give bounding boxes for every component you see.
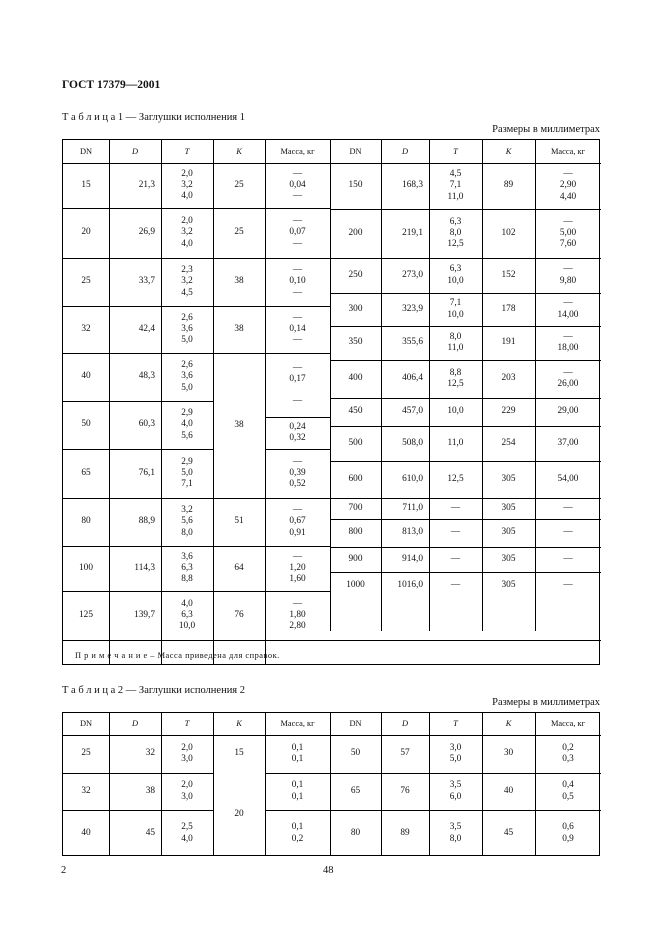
table-cell-d: 406,4 <box>402 373 423 384</box>
table-cell-k: 191 <box>501 337 516 348</box>
table-cell-mass: — <box>563 553 573 564</box>
table-cell-k: 20 <box>234 809 244 820</box>
table-cell-d: 88,9 <box>138 516 155 527</box>
table-cell-dn: 250 <box>348 269 363 280</box>
table2-col-header: T <box>184 719 190 729</box>
table1-units: Размеры в миллиметрах <box>492 124 600 135</box>
table-cell-mass: — 0,14 — <box>289 312 306 346</box>
table-cell-dn: 300 <box>348 303 363 314</box>
table-cell-t: 7,1 10,0 <box>447 298 464 320</box>
table-cell-mass: — <box>563 580 573 591</box>
table2-col-header: Масса, кг <box>280 719 315 729</box>
table-cell-t: — <box>450 580 461 591</box>
table-cell-dn: 65 <box>350 785 361 796</box>
table2-col-header: D <box>401 719 409 729</box>
table-cell-mass: — 1,80 2,80 <box>289 598 306 632</box>
table-cell-mass: 0,1 0,2 <box>291 822 304 844</box>
table-cell-dn: 40 <box>81 371 91 382</box>
table-cell-t: 3,5 6,0 <box>449 780 462 802</box>
table2-col-header: Масса, кг <box>550 719 586 729</box>
table-cell-mass: 0,6 0,9 <box>562 822 574 844</box>
table-cell-k: 305 <box>501 473 516 484</box>
table-cell-dn: 800 <box>348 527 363 538</box>
table-cell-k: 38 <box>234 323 244 334</box>
table-cell-k: 89 <box>503 180 514 191</box>
table-cell-d: 168,3 <box>402 180 423 191</box>
table-cell-mass: — 0,04 — <box>289 168 306 202</box>
table1-col-header: Масса, кг <box>280 146 315 156</box>
table-cell-mass: — <box>563 502 573 513</box>
table-cell-dn: 80 <box>81 516 91 527</box>
doc-code: ГОСТ 17379—2001 <box>62 79 161 91</box>
table-cell-k: 102 <box>501 227 516 238</box>
table-cell-t: 6,3 10,0 <box>447 264 464 286</box>
table-cell-t: — <box>450 553 461 564</box>
table-cell-mass: — 1,20 1,60 <box>289 551 306 585</box>
table1-col-header: DN <box>349 146 362 156</box>
table-cell-mass: — <box>563 527 573 538</box>
table1-col-header: Масса, кг <box>550 146 586 156</box>
table1-col-header: T <box>453 146 458 156</box>
table-cell-t: 2,0 3,2 4,0 <box>181 216 193 249</box>
table-cell-k: 305 <box>501 580 516 591</box>
table-cell-d: 57 <box>400 748 410 759</box>
table-cell-k: 40 <box>503 785 514 796</box>
table1 <box>62 139 600 665</box>
table2 <box>62 712 600 856</box>
table-cell-dn: 400 <box>348 373 363 384</box>
table-cell-k: 178 <box>501 303 516 314</box>
table2-caption: Т а б л и ц а 2 — Заглушки исполнения 2 <box>62 685 246 696</box>
table-cell-mass: — 18,00 <box>557 331 579 353</box>
table-cell-t: 6,3 8,0 12,5 <box>447 216 464 250</box>
table1-caption: Т а б л и ц а 1 — Заглушки исполнения 1 <box>62 112 246 123</box>
table-cell-mass: — 9,80 <box>559 264 577 286</box>
table-cell-dn: 450 <box>348 406 363 417</box>
table-cell-t: 8,8 12,5 <box>447 367 464 389</box>
table-cell-dn: 900 <box>348 553 363 564</box>
table-cell-dn: 32 <box>81 785 91 796</box>
table-cell-t: 4,5 7,1 11,0 <box>447 169 464 202</box>
table2-col-header: DN <box>349 719 362 729</box>
table-cell-d: 139,7 <box>134 609 155 620</box>
table-cell-d: 45 <box>145 827 155 838</box>
table-cell-t: 4,0 6,3 10,0 <box>178 598 196 632</box>
table-cell-d: 76 <box>400 785 410 796</box>
table-cell-d: 38 <box>145 785 155 796</box>
table-cell-d: 114,3 <box>134 562 155 573</box>
table-cell-mass: — 0,17 — <box>289 362 306 407</box>
table1-col-header: DN <box>79 146 93 156</box>
table-cell-d: 26,9 <box>138 227 155 238</box>
table-cell-d: 21,3 <box>138 179 155 190</box>
table-cell-t: 3,6 6,3 8,8 <box>181 551 193 585</box>
table-cell-d: 219,1 <box>402 227 423 238</box>
table2-col-header: T <box>453 719 458 729</box>
table2-units: Размеры в миллиметрах <box>492 697 600 708</box>
table-cell-t: 2,5 4,0 <box>181 822 193 844</box>
table-cell-mass: — 2,90 4,40 <box>559 169 577 202</box>
table-cell-mass: 0,1 0,1 <box>291 742 304 764</box>
table-cell-k: 25 <box>234 179 244 190</box>
table-cell-dn: 100 <box>79 562 93 573</box>
table-cell-mass: — 26,00 <box>557 367 579 389</box>
table-cell-k: 38 <box>234 276 244 287</box>
table-cell-d: 48,3 <box>138 371 155 382</box>
table-cell-t: 3,2 5,6 8,0 <box>181 505 193 538</box>
table2-col-header: K <box>505 719 512 729</box>
table-cell-k: 64 <box>234 562 244 573</box>
table-cell-dn: 25 <box>81 276 91 287</box>
table-cell-dn: 600 <box>348 473 363 484</box>
table-cell-mass: 54,00 <box>557 473 579 484</box>
table-cell-k: 76 <box>234 609 244 620</box>
page-number-left: 2 <box>61 865 67 876</box>
table-cell-dn: 50 <box>350 748 361 759</box>
table-cell-dn: 80 <box>350 827 361 838</box>
table-cell-d: 813,0 <box>402 527 423 538</box>
table2-col-header: D <box>131 719 139 729</box>
table-cell-t: — <box>450 527 461 538</box>
table-cell-t: 3,0 5,0 <box>449 742 462 764</box>
table1-note: П р и м е ч а н и е – Масса приведена для справок. <box>75 651 280 660</box>
table-cell-t: 2,6 3,6 5,0 <box>181 312 193 346</box>
table-cell-k: 254 <box>501 437 516 448</box>
table-cell-k: 305 <box>501 553 516 564</box>
table-cell-dn: 40 <box>81 827 91 838</box>
table-cell-mass: 0,24 0,32 <box>289 421 306 443</box>
table-cell-dn: 125 <box>79 609 93 620</box>
table-cell-t: 2,0 3,0 <box>181 742 193 764</box>
table-cell-mass: 0,4 0,5 <box>562 780 574 802</box>
table-cell-d: 76,1 <box>138 467 155 478</box>
table-cell-mass: 0,1 0,1 <box>291 780 304 802</box>
table-cell-k: 203 <box>501 373 516 384</box>
table-cell-d: 60,3 <box>138 419 155 430</box>
table-cell-k: 15 <box>234 748 244 759</box>
table-cell-d: 355,6 <box>402 337 423 348</box>
table-cell-dn: 20 <box>81 227 91 238</box>
table-cell-dn: 65 <box>81 467 91 478</box>
table-cell-d: 42,4 <box>138 323 155 334</box>
table-cell-d: 457,0 <box>402 406 423 417</box>
table-cell-k: 229 <box>501 406 516 417</box>
table-cell-dn: 700 <box>348 502 363 513</box>
table-cell-mass: — 0,10 — <box>289 265 306 298</box>
table2-col-header: DN <box>79 719 93 729</box>
table-cell-k: 25 <box>234 227 244 238</box>
table-cell-t: 2,3 3,2 4,5 <box>181 265 193 298</box>
table-cell-dn: 350 <box>348 337 363 348</box>
table1-col-header: D <box>131 146 139 156</box>
table-cell-t: 2,9 4,0 5,6 <box>181 408 193 441</box>
table-cell-mass: — 14,00 <box>557 298 579 320</box>
table-cell-mass: 0,2 0,3 <box>562 742 574 764</box>
table-cell-t: 12,5 <box>447 473 464 484</box>
table-cell-k: 305 <box>501 502 516 513</box>
table-cell-mass: — 0,67 0,91 <box>289 505 306 538</box>
table-cell-mass: 29,00 <box>557 406 579 417</box>
table-cell-t: 2,9 5,0 7,1 <box>181 456 193 490</box>
table-cell-t: 8,0 11,0 <box>447 331 464 353</box>
table-cell-mass: — 0,39 0,52 <box>289 456 306 490</box>
table-cell-k: 38 <box>234 419 244 430</box>
table-cell-d: 89 <box>400 827 410 838</box>
table-cell-d: 711,0 <box>402 502 423 513</box>
table-cell-t: — <box>450 502 461 513</box>
table-cell-k: 305 <box>501 527 516 538</box>
table-cell-dn: 150 <box>348 180 363 191</box>
table1-col-header: T <box>184 146 190 156</box>
table-cell-t: 11,0 <box>447 437 464 448</box>
table-cell-t: 2,0 3,0 <box>181 780 193 802</box>
table1-col-header: K <box>505 146 512 156</box>
table-cell-d: 1016,0 <box>397 580 423 591</box>
table-cell-dn: 500 <box>348 437 363 448</box>
table2-col-header: K <box>236 719 242 729</box>
table-cell-d: 610,0 <box>402 473 423 484</box>
table-cell-d: 33,7 <box>138 276 155 287</box>
table-cell-dn: 50 <box>81 419 91 430</box>
table-cell-t: 3,5 8,0 <box>449 822 462 844</box>
table-cell-dn: 32 <box>81 323 91 334</box>
table-cell-d: 323,9 <box>402 303 423 314</box>
table-cell-dn: 200 <box>348 227 363 238</box>
table-cell-k: 45 <box>503 827 514 838</box>
table-cell-mass: — 0,07 — <box>289 216 306 249</box>
table-cell-k: 152 <box>501 269 516 280</box>
table-cell-d: 32 <box>145 748 155 759</box>
table-cell-k: 30 <box>503 748 514 759</box>
table-cell-t: 10,0 <box>447 406 464 417</box>
table-cell-t: 2,6 3,6 5,0 <box>181 360 193 393</box>
table-cell-dn: 1000 <box>346 580 365 591</box>
table-cell-k: 51 <box>234 516 244 527</box>
table-cell-t: 2,0 3,2 4,0 <box>181 168 193 202</box>
table-cell-d: 273,0 <box>402 269 423 280</box>
table-cell-dn: 25 <box>81 748 91 759</box>
table-cell-mass: — 5,00 7,60 <box>559 216 577 250</box>
table-cell-dn: 15 <box>81 179 91 190</box>
table-cell-d: 914,0 <box>402 553 423 564</box>
table1-col-header: D <box>401 146 409 156</box>
table-cell-mass: 37,00 <box>557 437 579 448</box>
page-number-center: 48 <box>323 865 334 876</box>
table1-col-header: K <box>236 146 242 156</box>
table-cell-d: 508,0 <box>402 437 423 448</box>
